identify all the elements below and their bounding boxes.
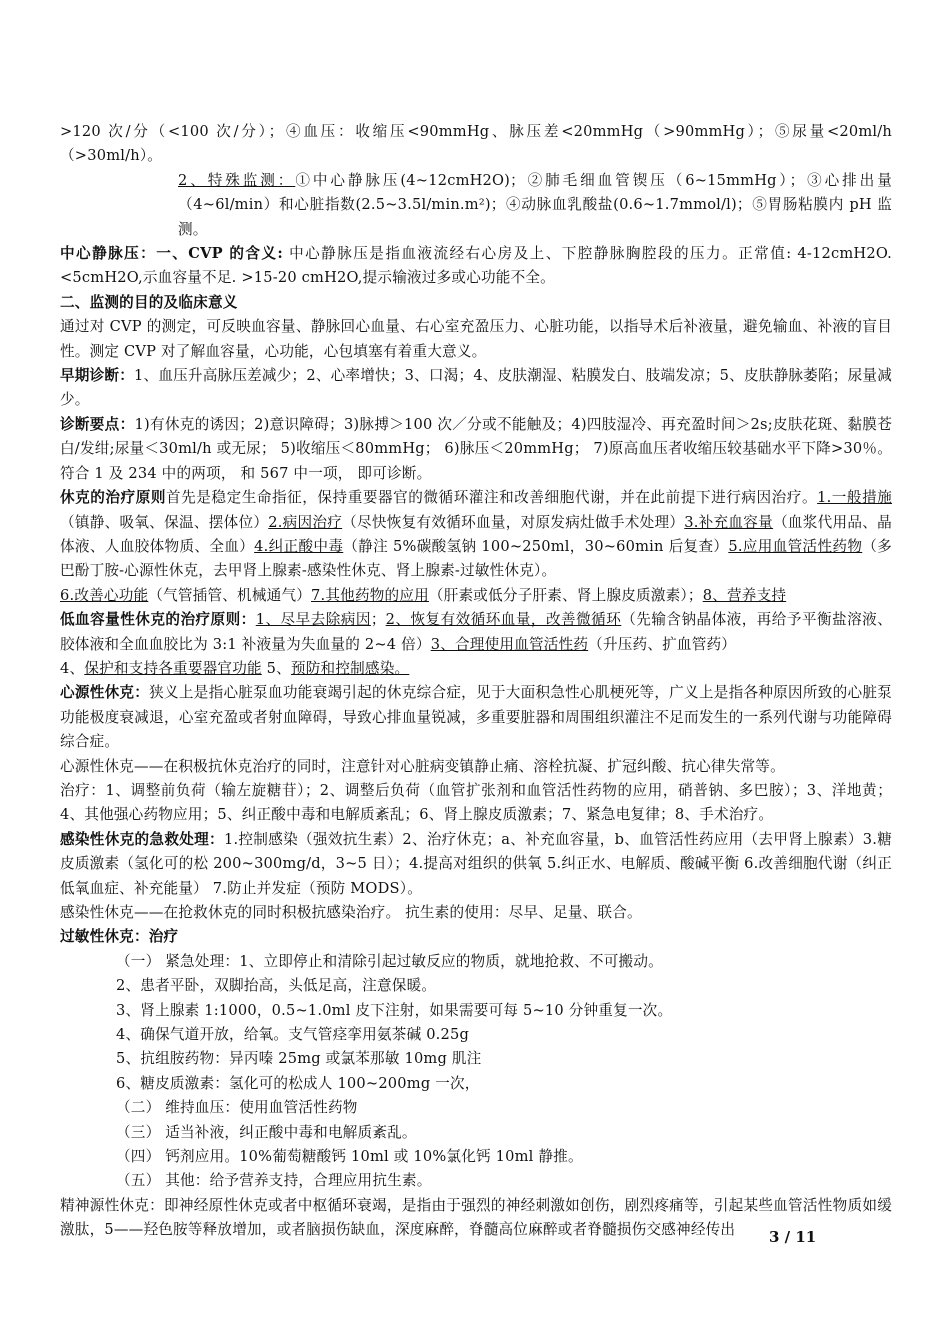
diagnosis-points-heading: 诊断要点： (60, 415, 135, 433)
anaphylactic-item: （五） 其他：给予营养支持，合理应用抗生素。 (116, 1172, 432, 1190)
hypovolemic-heading: 低血容量性休克的治疗原则： (60, 611, 256, 629)
cardiogenic-shock: 心源性休克：狭义上是指心脏泵血功能衰竭引起的休克综合症，见于大面积急性心肌梗死等，广义上是指各种原因所致的心脏泵功能极度衰减退，心室充盈或者射血障碍，导致心排血量锐减，多重要脏器和周围组织灌注不足而发生的一系列代谢与功能障碍综合症。 (60, 684, 892, 751)
vital-signs-line: >120 次/分（<100 次/分）；④血压：收缩压<90mmHg、脉压差<20mmHg（>90mmHg）；⑤尿量<20ml/h（>30ml/h）。 (60, 123, 892, 165)
neurogenic-shock: 精神源性休克：即神经原性休克或者中枢循环衰竭，是指由于强烈的神经刺激如创伤，剧烈疼痛等，引起某些血管活性物质如缓激肽，5——羟色胺等释放增加，或者脑损伤缺血，深度麻醉，脊髓高位麻醉或者脊髓损伤交感神经传出 (60, 1196, 892, 1239)
anaphylactic-item: （四） 钙剂应用。10%葡萄糖酸钙 10ml 或 10%氯化钙 10ml 静推。 (116, 1148, 583, 1166)
diagnosis-points: 诊断要点：1)有休克的诱因；2)意识障碍；3)脉搏＞100 次／分或不能触及；4)四肢湿冷、再充盈时间＞2s;皮肤花斑、黏膜苍白/发绀;尿量＜30ml/h 或无尿； 5)收缩压＜80mmHg； 6)脉压＜20mmHg； 7)原高血压者收缩压较基础水平下降>30％。符合 1 及 234 中的两项， 和 567 中一项， 即可诊断。 (60, 415, 892, 482)
special-monitoring: 2、特殊监测：①中心静脉压(4~12cmH2O)；②肺毛细血管锲压（6~15mmHg）；③心排出量（4~6l/min）和心脏指数(2.5~3.5l/min.m²)；④动脉血乳酸盐(0.6~1.7mmol/l)；⑤胃肠粘膜内 pH 监测。 (178, 171, 892, 238)
cvp-heading: 中心静脉压：一、CVP 的含义: (60, 245, 284, 263)
anaphylactic-item: （三） 适当补液，纠正酸中毒和电解质紊乱。 (116, 1123, 417, 1141)
hypovolemic-continued: 4、保护和支持各重要器官功能 5、预防和控制感染。 (60, 659, 410, 677)
page-number: 3 / 11 (769, 1228, 817, 1246)
septic-heading: 感染性休克的急救处理： (60, 830, 224, 848)
cardiogenic-treatment: 治疗：1、调整前负荷（输左旋糖苷）；2、调整后负荷（血管扩张剂和血管活性药物的应用，硝普钠、多巴胺）；3、洋地黄；4、其他强心药物应用；5、纠正酸中毒和电解质紊乱；6、肾上腺皮质激素；7、紧急电复律；8、手术治疗。 (60, 781, 892, 824)
septic-shock: 感染性休克的急救处理：1.控制感染（强效抗生素）2、治疗休克；a、补充血容量，b、血管活性药应用（去甲肾上腺素）3.糖皮质激素（氢化可的松 200~300mg/d，3~5 日）；4.提高对组织的供氧 5.纠正水、电解质、酸碱平衡 6.改善细胞代谢（纠正低氧血症、补充能量） 7.防止并发症（预防 MODS）。 (60, 830, 893, 897)
treatment-principles: 休克的治疗原则首先是稳定生命指征，保持重要器官的微循环灌注和改善细胞代谢，并在此前提下进行病因治疗。1.一般措施（镇静、吸氧、保温、摆体位）2.病因治疗（尽快恢复有效循环血量，对原发病灶做手术处理）3.补充血容量（血浆代用品、晶体液、人血胶体物质、全血）4.纠正酸中毒（静注 5%碳酸氢钠 100~250ml，30~60min 后复查）5.应用血管活性药物（多巴酚丁胺-心源性休克，去甲肾上腺素-感染性休克、肾上腺素-过敏性休克）。 (60, 489, 893, 580)
cardiogenic-note: 心源性休克——在积极抗休克治疗的同时，注意针对心脏病变镇静止痛、溶栓抗凝、扩冠纠酸、抗心律失常等。 (60, 757, 785, 775)
septic-note: 感染性休克——在抢救休克的同时积极抗感染治疗。 抗生素的使用：尽早、足量、联合。 (60, 904, 642, 921)
anaphylactic-item: 3、肾上腺素 1:1000，0.5~1.0ml 皮下注射，如果需要可每 5~10 分钟重复一次。 (116, 1001, 673, 1019)
section-two-heading: 二、监测的目的及临床意义 (60, 293, 238, 311)
early-diagnosis: 早期诊断：1、血压升高脉压差减少；2、心率增快；3、口渴；4、皮肤潮湿、粘膜发白、肢端发凉；5、皮肤静脉萎陷；尿量减少。 (60, 367, 892, 409)
special-monitoring-title: 2、特殊监测： (178, 171, 296, 189)
section-two-body: 通过对 CVP 的测定，可反映血容量、静脉回心血量、右心室充盈压力、心脏功能，以指导术后补液量，避免输血、补液的盲目性。测定 CVP 对了解血容量，心功能，心包填塞有着重大意义。 (60, 318, 892, 360)
anaphylactic-item: 5、抗组胺药物：异丙嗪 25mg 或氯苯那敏 10mg 肌注 (116, 1050, 482, 1068)
cvp-definition: 中心静脉压：一、CVP 的含义: 中心静脉压是指血液流经右心房及上、下腔静脉胸腔段的压力。正常值: 4-12cmH2O. <5cmH2O,示血容量不足. >15-20 cmH2O,提示输液过多或心功能不全。 (60, 245, 892, 287)
treatment-heading: 休克的治疗原则 (60, 489, 166, 507)
hypovolemic-shock: 低血容量性休克的治疗原则：1、尽早去除病因；2、恢复有效循环血量，改善微循环（先输含钠晶体液，再给予平衡盐溶液、胶体液和全血血胶比为 3:1 补液量为失血量的 2~4 倍）3、合理使用血管活性药（升压药、扩血管药） (60, 611, 892, 653)
anaphylactic-item: （一） 紧急处理：1、立即停止和清除引起过敏反应的物质，就地抢救、不可搬动。 (116, 952, 663, 970)
anaphylactic-item: （二） 维持血压：使用血管活性药物 (116, 1099, 358, 1117)
early-diagnosis-heading: 早期诊断： (60, 367, 135, 385)
anaphylactic-item: 6、糖皮质激素：氢化可的松成人 100~200mg 一次， (116, 1074, 480, 1092)
document-page (60, 120, 892, 1243)
anaphylactic-item: 2、患者平卧，双脚抬高，头低足高，注意保暖。 (116, 977, 437, 995)
treatment-continued: 6.改善心功能（气管插管、机械通气）7.其他药物的应用（肝素或低分子肝素、肾上腺皮质激素）；8、营养支持 (60, 586, 787, 604)
anaphylactic-heading: 过敏性休克：治疗 (60, 928, 179, 946)
cardiogenic-heading: 心源性休克： (60, 684, 150, 702)
anaphylactic-item: 4、确保气道开放，给氧。支气管痉挛用氨茶碱 0.25g (116, 1026, 470, 1044)
